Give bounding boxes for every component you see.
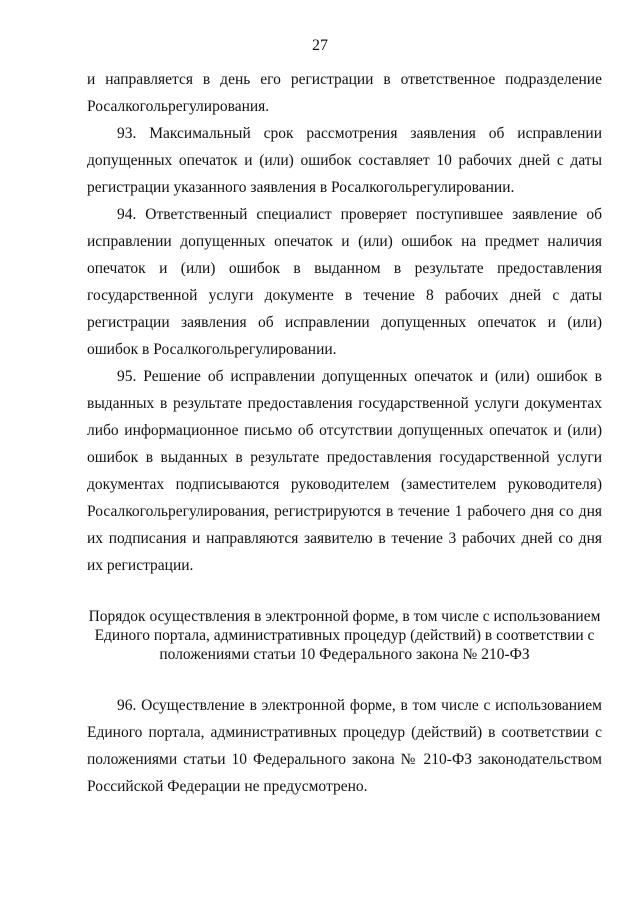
document-body — [87, 66, 602, 800]
section-heading — [87, 607, 602, 664]
section-heading-line-2: Единого портала, административных процедур (действий) в соответствии с — [94, 627, 595, 644]
page-number: 27 — [312, 37, 328, 54]
paragraph-93: 93. Максимальный срок рассмотрения заявления об исправлении допущенных опечаток и (или) ошибок составляет 10 рабочих дней с даты регистрации указанного заявления в Росалкогольрегулировании. — [87, 125, 602, 196]
paragraph-95: 95. Решение об исправлении допущенных опечаток и (или) ошибок в выданных в результате предоставления государственной услуги документах либо информационное письмо об отсутствии допущенных опечаток и (или) ошибок в выданных в результате предоставления государственной услуги документах подписываются руководителем (заместителем руководителя) Росалкогольрегулирования, регистрируются в течение 1 рабочего дня со дня их подписания и направляются заявителю в течение 3 рабочих дней со дня их регистрации. — [87, 368, 602, 574]
section-heading-line-1: Порядок осуществления в электронной форме, в том числе с использованием — [88, 608, 601, 625]
paragraph-continuation: и направляется в день его регистрации в ответственное подразделение Росалкогольрегулирования. — [87, 71, 602, 115]
paragraph-94: 94. Ответственный специалист проверяет поступившее заявление об исправлении допущенных опечаток и (или) ошибок на предмет наличия опечаток и (или) ошибок в выданном в результате предоставления государственной услуги документе в течение 8 рабочих дней с даты регистрации заявления об исправлении допущенных опечаток и (или) ошибок в Росалкогольрегулировании. — [87, 206, 602, 358]
section-heading-line-3: положениями статьи 10 Федерального закона № 210-ФЗ — [159, 646, 530, 663]
paragraph-96: 96. Осуществление в электронной форме, в том числе с использованием Единого портала, административных процедур (действий) в соответствии с положениями статьи 10 Федерального закона № 210-ФЗ законодательством Российской Федерации не предусмотрено. — [87, 697, 602, 795]
